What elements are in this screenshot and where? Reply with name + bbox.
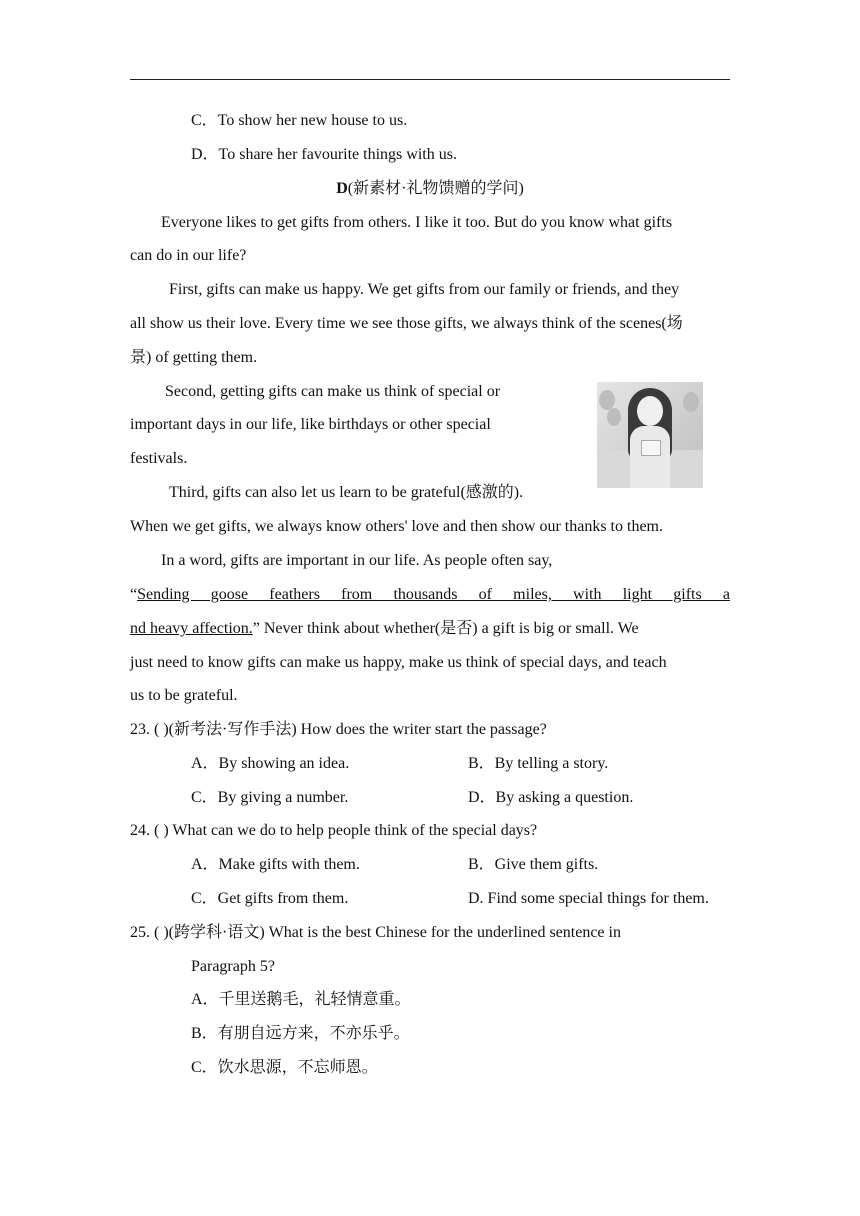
section-letter: D xyxy=(336,180,348,197)
passage-p3-line3: festivals. xyxy=(130,450,188,467)
passage-p5-line1: In a word, gifts are important in our life. As people often say, xyxy=(161,552,553,569)
section-heading xyxy=(130,178,730,200)
passage-p3-line1: Second, getting gifts can make us think of special or xyxy=(165,383,501,400)
passage-p5-line2 xyxy=(130,584,730,606)
passage-p2-line3: 景) of getting them. xyxy=(130,349,258,366)
question-24-option-b: B．Give them gifts. xyxy=(468,856,599,873)
passage-p3-line2: important days in our life, like birthdays or other special xyxy=(130,416,491,433)
question-23-option-c: C．By giving a number. xyxy=(191,789,349,806)
question-23-stem: 23. ( )(新考法·写作手法) How does the writer start the passage? xyxy=(130,721,547,738)
question-24-option-d: D. Find some special things for them. xyxy=(468,890,709,907)
question-23-option-a: A．By showing an idea. xyxy=(191,755,350,772)
question-25-option-a: A．千里送鹅毛，礼轻情意重。 xyxy=(191,991,411,1008)
passage-p5-line3 xyxy=(130,618,730,640)
prev-option-c: C．To show her new house to us. xyxy=(191,112,408,129)
header-rule xyxy=(130,79,730,80)
question-24-option-c: C．Get gifts from them. xyxy=(191,890,349,907)
question-23-option-b: B．By telling a story. xyxy=(468,755,609,772)
underlined-sentence-part2: nd heavy affection. xyxy=(130,620,253,637)
underlined-sentence-part1: Sending goose feathers from thousands of miles, with light gifts a xyxy=(137,586,730,603)
passage-p5-line3-rest: ” Never think about whether(是否) a gift is big or small. We xyxy=(252,620,639,637)
question-25-stem-line1: 25. ( )(跨学科·语文) What is the best Chinese for the underlined sentence in xyxy=(130,924,621,941)
open-quote: “ xyxy=(130,586,138,603)
passage-p5-line5: us to be grateful. xyxy=(130,687,238,704)
question-25-option-c: C．饮水思源，不忘师恩。 xyxy=(191,1059,378,1076)
question-24-stem: 24. ( ) What can we do to help people think of the special days? xyxy=(130,822,538,839)
question-24-option-a: A．Make gifts with them. xyxy=(191,856,360,873)
gift-box-icon xyxy=(641,440,661,456)
question-25-stem-line2: Paragraph 5? xyxy=(191,958,275,975)
section-subtitle: (新素材·礼物馈赠的学问) xyxy=(347,180,524,197)
passage-p1-line2: can do in our life? xyxy=(130,247,247,264)
girl-with-gift-photo xyxy=(597,382,703,488)
question-25-option-b: B．有朋自远方来，不亦乐乎。 xyxy=(191,1025,410,1042)
passage-p4-line2: When we get gifts, we always know others' love and then show our thanks to them. xyxy=(130,518,663,535)
question-23-option-d: D．By asking a question. xyxy=(468,789,634,806)
passage-p5-line4: just need to know gifts can make us happy, make us think of special days, and teach xyxy=(130,654,667,671)
passage-p4-line1: Third, gifts can also let us learn to be grateful(感激的). xyxy=(169,484,524,501)
passage-p1-line1: Everyone likes to get gifts from others. I like it too. But do you know what gifts xyxy=(161,214,673,231)
passage-p2-line1: First, gifts can make us happy. We get gifts from our family or friends, and they xyxy=(169,281,680,298)
prev-option-d: D．To share her favourite things with us. xyxy=(191,146,457,163)
passage-p2-line2: all show us their love. Every time we see those gifts, we always think of the scenes(场 xyxy=(130,315,683,332)
